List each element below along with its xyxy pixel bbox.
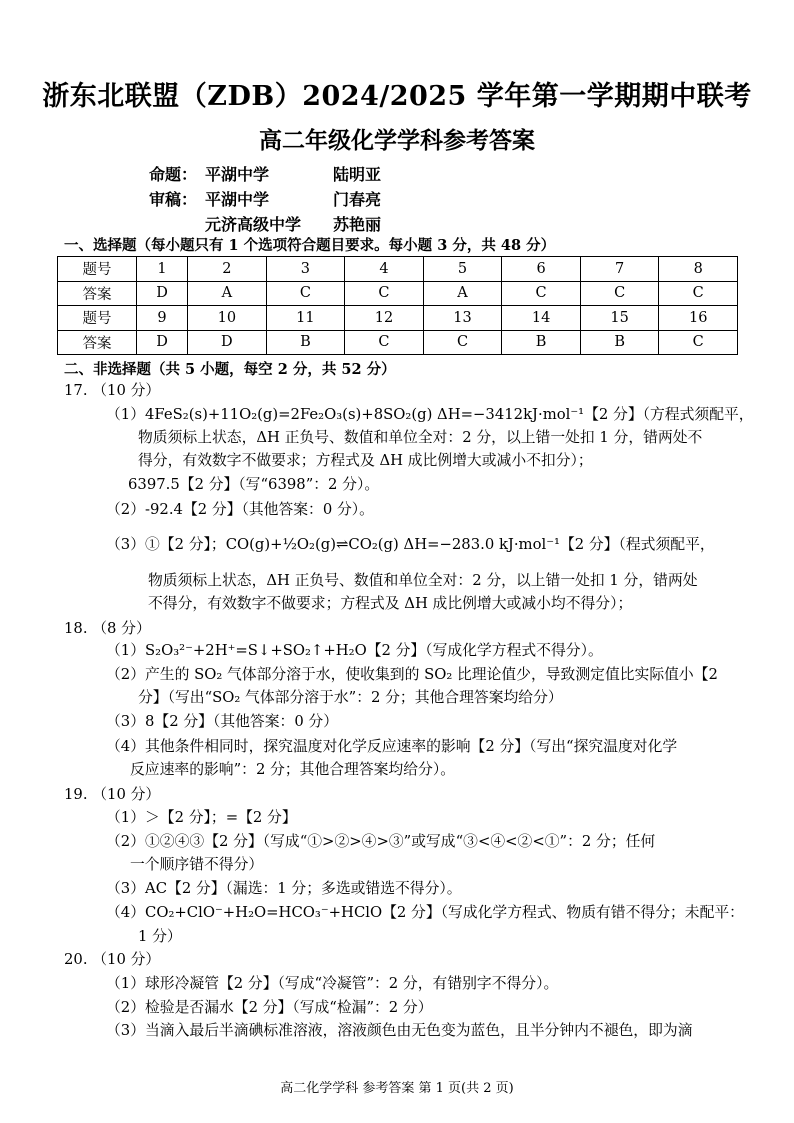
table-cell: 7 [580, 257, 659, 282]
answer-line: （1）S₂O₃²⁻+2H⁺=S↓+SO₂↑+H₂O【2 分】（写成化学方程式不得分）。 [106, 642, 603, 659]
page-footer: 高二化学学科 参考答案 第 1 页(共 2 页) [280, 1081, 514, 1096]
question-19-header: 19. （10 分） [64, 786, 161, 803]
row-label: 题号 [58, 257, 137, 282]
answer-line: （4）其他条件相同时，探究温度对化学反应速率的影响【2 分】（写出“探究温度对化学 [106, 738, 678, 755]
answer-line: （2）①②④③【2 分】（写成“①>②>④>③”或写成“③<④<②<①”：2 分；任何 [106, 833, 656, 850]
table-cell: 9 [137, 306, 188, 331]
question-20-header: 20. （10 分） [64, 951, 161, 968]
table-cell: 10 [188, 306, 267, 331]
answer-line: （3）当滴入最后半滴碘标准溶液，溶液颜色由无色变为蓝色，且半分钟内不褪色，即为滴 [106, 1022, 693, 1039]
answer-line: （3）①【2 分】；CO(g)+½O₂(g)⇌CO₂(g) ΔH=−283.0 kJ·mol⁻¹【2 分】（程式须配平， [106, 536, 715, 553]
table-row [58, 330, 738, 355]
answer-line: （2）产生的 SO₂ 气体部分溶于水，使收集到的 SO₂ 比理论值少，导致测定值比实际值小【2 [106, 666, 718, 683]
table-cell: A [423, 281, 502, 306]
table-cell: 11 [266, 306, 345, 331]
answer-line: （2）检验是否漏水【2 分】（写成“检漏”：2 分） [106, 999, 433, 1016]
answer-line: （3）8【2 分】（其他答案：0 分） [106, 713, 339, 730]
credit-school-3: 元济高级中学 [205, 215, 302, 234]
table-cell: B [580, 330, 659, 355]
table-cell: D [137, 330, 188, 355]
question-18-header: 18. （8 分） [64, 620, 151, 637]
answer-line: （3）AC【2 分】（漏选：1 分；多选或错选不得分）。 [106, 880, 462, 897]
credit-role-1: 命题： [149, 165, 198, 184]
question-17-header: 17. （10 分） [64, 382, 161, 399]
table-cell: D [137, 281, 188, 306]
answer-table [57, 256, 738, 355]
answer-line: 反应速率的影响”：2 分；其他合理答案均给分）。 [130, 761, 456, 778]
credit-name-2: 门春亮 [333, 190, 382, 209]
credit-role-2: 审稿： [149, 190, 198, 209]
table-cell: C [502, 281, 581, 306]
table-cell: C [659, 330, 738, 355]
table-cell: 8 [659, 257, 738, 282]
answer-line: 分】（写出“SO₂ 气体部分溶于水”：2 分；其他合理答案均给分） [138, 689, 563, 706]
table-cell: 13 [423, 306, 502, 331]
answer-line: 6397.5【2 分】（写“6398”：2 分）。 [128, 476, 380, 493]
table-cell: C [423, 330, 502, 355]
answer-line: （4）CO₂+ClO⁻+H₂O=HCO₃⁻+HClO【2 分】（写成化学方程式、物质有错不得分；未配平： [106, 904, 744, 921]
table-cell: B [502, 330, 581, 355]
answer-line: （1）4FeS₂(s)+11O₂(g)=2Fe₂O₃(s)+8SO₂(g) ΔH=−3412kJ·mol⁻¹【2 分】（方程式须配平， [106, 406, 754, 423]
answer-line: （1）＞【2 分】；=【2 分】 [106, 809, 297, 826]
credit-name-3: 苏艳丽 [333, 215, 382, 234]
answer-line: 一个顺序错不得分） [130, 856, 264, 873]
table-cell: C [345, 281, 424, 306]
credit-school-1: 平湖中学 [205, 165, 270, 184]
table-cell: 16 [659, 306, 738, 331]
table-row [58, 257, 738, 282]
answer-line: （2）-92.4【2 分】（其他答案：0 分）。 [106, 501, 374, 518]
table-cell: A [188, 281, 267, 306]
answer-line: 物质须标上状态，ΔH 正负号、数值和单位全对：2 分，以上错一处扣 1 分，错两处 [148, 572, 698, 589]
table-cell: 2 [188, 257, 267, 282]
table-row [58, 281, 738, 306]
credit-school-2: 平湖中学 [205, 190, 270, 209]
table-cell: C [345, 330, 424, 355]
table-cell: B [266, 330, 345, 355]
table-cell: 5 [423, 257, 502, 282]
table-cell: 4 [345, 257, 424, 282]
table-cell: 14 [502, 306, 581, 331]
credit-name-1: 陆明亚 [333, 165, 382, 184]
row-label: 答案 [58, 281, 137, 306]
exam-title: 浙东北联盟（ZDB）2024/2025 学年第一学期期中联考 [42, 81, 752, 112]
section1-title: 一、选择题（每小题只有 1 个选项符合题目要求。每小题 3 分，共 48 分） [64, 237, 556, 254]
table-row [58, 306, 738, 331]
table-cell: 3 [266, 257, 345, 282]
table-cell: 1 [137, 257, 188, 282]
answer-line: 物质须标上状态，ΔH 正负号、数值和单位全对：2 分，以上错一处扣 1 分，错两处不 [138, 429, 703, 446]
row-label: 题号 [58, 306, 137, 331]
answer-line: （1）球形冷凝管【2 分】（写成“冷凝管”：2 分，有错别字不得分）。 [106, 975, 559, 992]
answer-line: 得分，有效数字不做要求；方程式及 ΔH 成比例增大或减小不扣分）； [138, 452, 593, 469]
section2-title: 二、非选择题（共 5 小题，每空 2 分，共 52 分） [64, 361, 396, 378]
table-cell: 15 [580, 306, 659, 331]
table-cell: C [266, 281, 345, 306]
answer-line: 1 分） [138, 928, 182, 945]
answer-line: 不得分，有效数字不做要求；方程式及 ΔH 成比例增大或减小均不得分）； [148, 595, 633, 612]
table-cell: 6 [502, 257, 581, 282]
table-cell: C [659, 281, 738, 306]
table-cell: C [580, 281, 659, 306]
table-cell: 12 [345, 306, 424, 331]
table-cell: D [188, 330, 267, 355]
answer-key-title: 高二年级化学学科参考答案 [259, 127, 535, 154]
row-label: 答案 [58, 330, 137, 355]
